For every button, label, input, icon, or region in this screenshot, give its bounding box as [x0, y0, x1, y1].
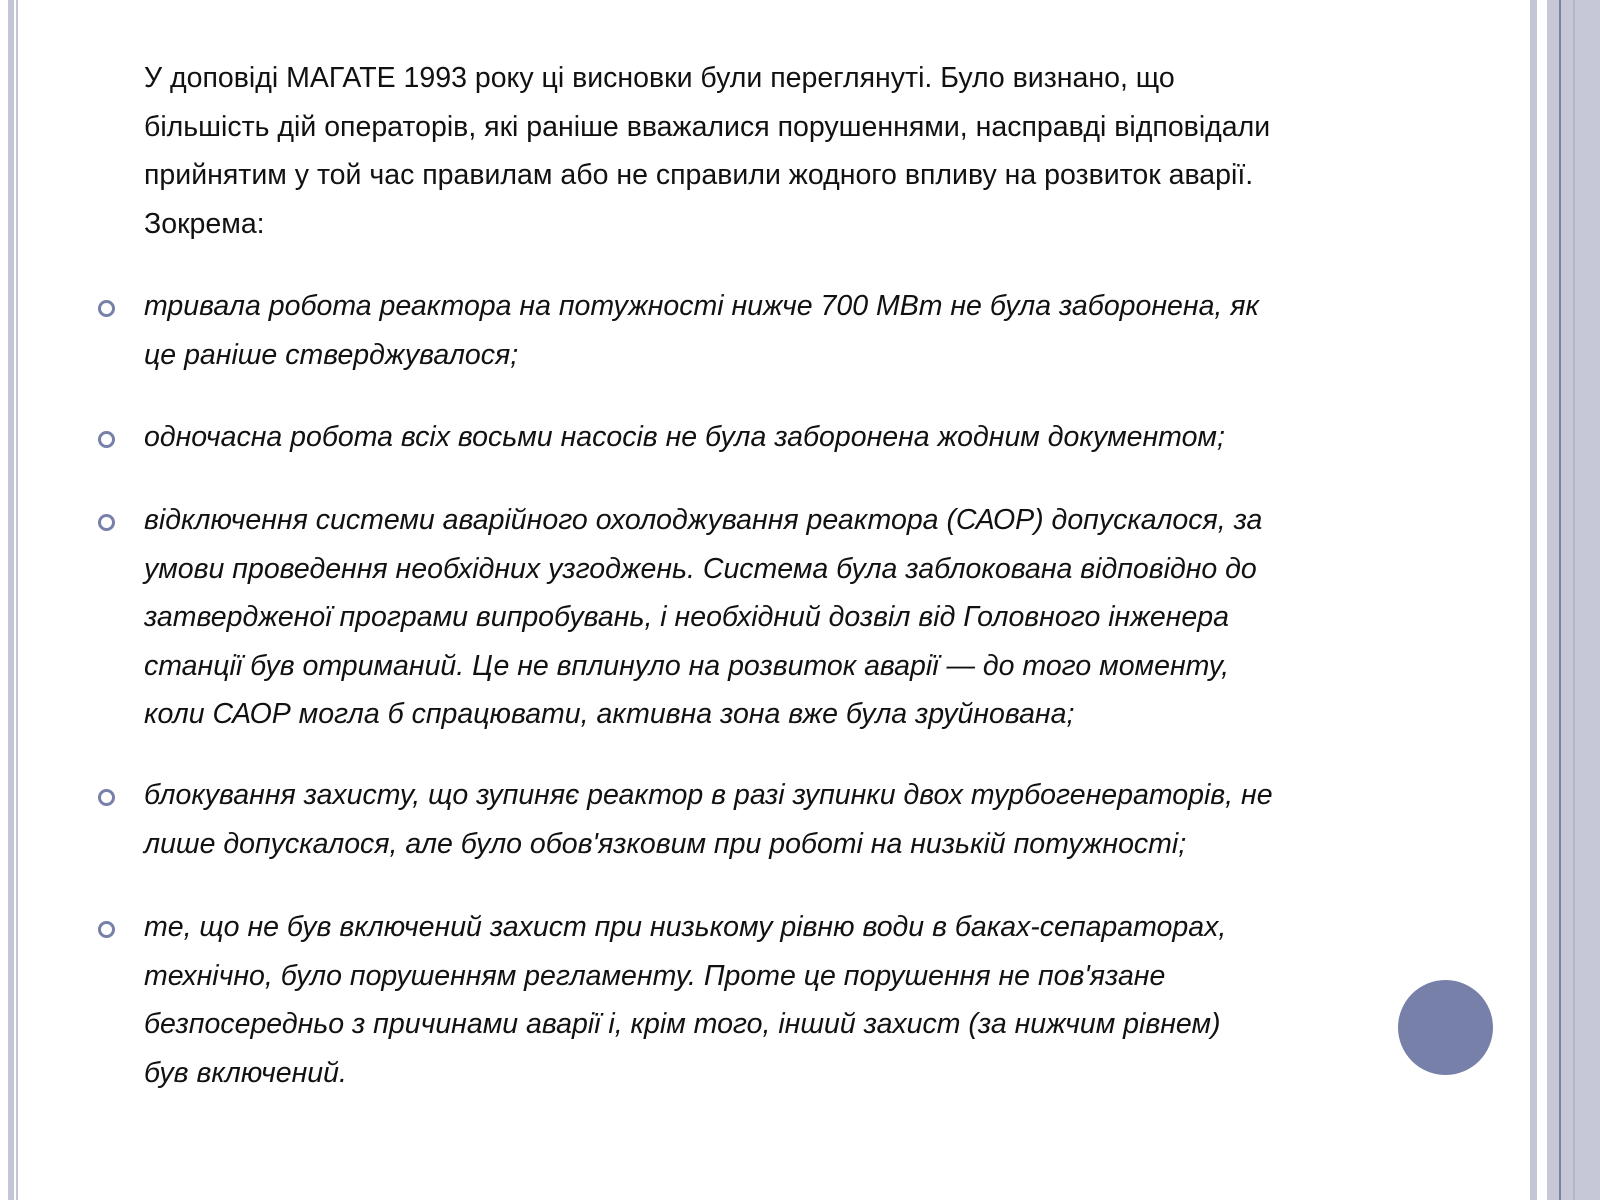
intro-text-line: більшість дій операторів, які раніше вважалися порушеннями, насправді відповідали [144, 110, 1271, 143]
bullet-icon [98, 300, 115, 317]
right-border [1530, 0, 1537, 1200]
bullet-text-line: те, що не був включений захист при низькому рівню води в баках-сепараторах, [144, 911, 1227, 943]
bullet-text-line: затвердженої програми випробувань, і необхідний дозвіл від Головного інженера [144, 601, 1229, 633]
intro-text-line: прийнятим у той час правилам або не справили жодного впливу на розвиток аварії. [144, 159, 1254, 191]
decorative-circle [1398, 980, 1493, 1075]
bullet-icon [98, 431, 115, 448]
bullet-text-line: відключення системи аварійного охолоджування реактора (САОР) допускалося, за [144, 504, 1263, 536]
bullet-icon [98, 789, 115, 806]
right-border-line-2 [1573, 0, 1575, 1200]
bullet-text-line: технічно, було порушенням регламенту. Проте це порушення не пов'язане [144, 959, 1166, 992]
intro-text-line: У доповіді МАГАТЕ 1993 року ці висновки були переглянуті. Було визнано, що [144, 62, 1175, 94]
bullet-text-line: безпосередньо з причинами аварії і, крім того, інший захист (за нижчим рівнем) [144, 1008, 1221, 1040]
bullet-text-line: умови проведення необхідних узгоджень. Система була заблокована відповідно до [144, 552, 1257, 585]
left-border-thin [16, 0, 18, 1200]
bullet-text-line: одночасна робота всіх восьми насосів не була заборонена жодним документом; [144, 421, 1225, 453]
bullet-text-line: блокування захисту, що зупиняє реактор в разі зупинки двох турбогенераторів, не [144, 779, 1273, 811]
bullet-text-line: станції був отриманий. Це не вплинуло на розвиток аварії — до того моменту, [144, 649, 1230, 682]
bullet-text-line: лише допускалося, але було обов'язковим при роботі на низькій потужності; [144, 827, 1187, 860]
left-border [8, 0, 14, 1200]
right-border-line [1559, 0, 1561, 1200]
bullet-icon [98, 514, 115, 531]
bullet-text-line: був включений. [144, 1056, 347, 1089]
bullet-text-line: тривала робота реактора на потужності нижче 700 МВт не була заборонена, як [144, 290, 1259, 322]
bullet-text-line: коли САОР могла б спрацювати, активна зона вже була зруйнована; [144, 698, 1075, 730]
intro-text-line: Зокрема: [144, 207, 265, 240]
bullet-text-line: це раніше стверджувалося; [144, 338, 519, 371]
bullet-icon [98, 921, 115, 938]
